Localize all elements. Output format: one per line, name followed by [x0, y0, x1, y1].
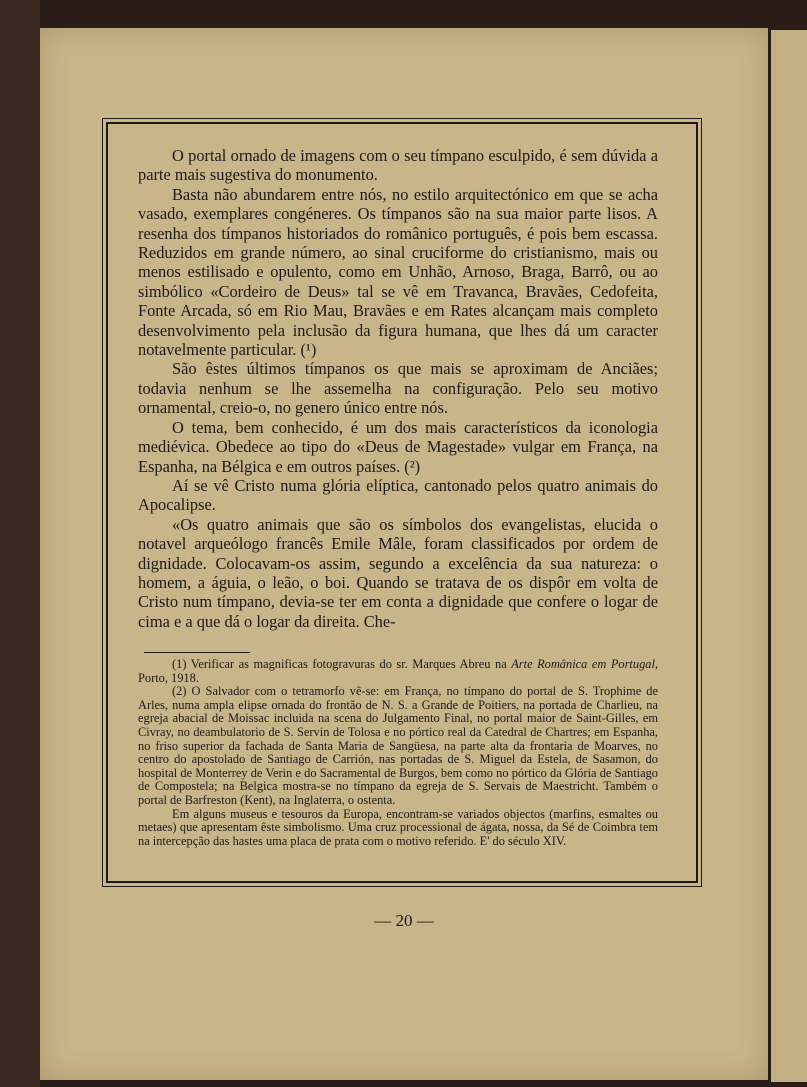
- paragraph: Aí se vê Cristo numa glória elíptica, cantonado pelos quatro animais do Apocalipse.: [138, 475, 658, 515]
- footnote-divider: [144, 652, 250, 653]
- paragraph: São êstes últimos tímpanos os que mais se aproximam de Anciães; todavia nenhum se lhe assemelha na configuração. Pelo seu motivo ornamental, creio-o, no genero único entre nós.: [138, 359, 658, 418]
- book-page: [40, 28, 768, 1080]
- footnote-1: [138, 658, 658, 685]
- footnote-1-work-title: Arte Românica em Portugal: [511, 657, 655, 671]
- paragraph: Basta não abundarem entre nós, no estilo arquitectónico em que se acha vasado, exemplares congéneres. Os tímpanos são na sua maior parte lisos. A resenha dos tímpanos historiados do românico português, é pois bem escassa. Reduzidos em grande número, ao sinal cruciforme do cristianismo, mais ou menos estilisado e opulento, como em Unhão, Arnoso, Braga, Barrô, ou ao simbólico «Cordeiro de Deus» tal se vê em Travanca, Bravães, Cedofeita, Fonte Arcada, só em Rio Mau, Bravães e em Rates alcançam mais completo desenvolvimento pela inclusão da figura humana, que lhes dá um caracter notavelmente particular. (¹): [138, 184, 658, 360]
- footnote-2: (2) O Salvador com o tetramorfo vê-se: em França, no tímpano do portal de S. Trophime de Arles, numa ampla elipse ornada do frontão de N. S. a Grande de Poitiers, na portada de Charlieu, na egreja abacial de Moissac incluida na scena do Julgamento Final, no portal maior de Saint-Gilles, em Civray, no deambulatorio de S. Servin de Tolosa e no pórtico real da Catedral de Chartres; em Espanha, no friso superior da fachada de Santa Maria de Sangüesa, na parte alta da frontaria de Moarves, no centro do apostolado de Santiago de Carrión, nas portadas de S. Miguel da Estela, de Sasamon, do hospital de Monterrey de Verin e do Sacramental de Burgos, bem como no pórtico da Glória de Santiago de Compostela; na Belgica mostra-se no tímpano da egreja de S. Servais de Maestricht. Também o portal de Barfreston (Kent), na Inglaterra, o ostenta.: [138, 684, 658, 807]
- main-text: [138, 146, 658, 631]
- facing-page-edge: [771, 30, 807, 1082]
- left-page-edge: [0, 0, 40, 1087]
- paragraph: «Os quatro animais que são os símbolos dos evangelistas, elucida o notavel arqueólogo francês Emile Mâle, foram classificados por ordem de dignidade. Colocavam-os assim, segundo a excelência da sua natureza: o homem, a águia, o leão, o boi. Quando se tratava de os dispôr em volta de Cristo num tímpano, devia-se ter em conta a dignidade que confere o logar de cima e a que dá o logar da direita. Che-: [138, 514, 658, 631]
- footnotes: [138, 658, 658, 848]
- paragraph: O tema, bem conhecido, é um dos mais característicos da iconologia mediévica. Obedece ao tipo do «Deus de Magestade» vulgar em França, na Espanha, na Bélgica e em outros países. (²): [138, 417, 658, 476]
- footnote-1-text: (1) Verificar as magnificas fotogravuras do sr. Marques Abreu na: [172, 657, 512, 671]
- page-number: — 20 —: [374, 911, 434, 930]
- paragraph: O portal ornado de imagens com o seu tímpano esculpido, é sem dúvida a parte mais sugestiva do monumento.: [138, 146, 658, 185]
- footnote-1-end: , Porto, 1918.: [138, 657, 659, 685]
- text-frame: [106, 122, 698, 883]
- footnote-2-continuation: Em alguns museus e tesouros da Europa, encontram-se variados objectos (marfins, esmaltes ou metaes) que apresentam êste simbolismo. Uma cruz processional de ágata, nossa, da Sé de Coimbra tem na intercepção das hastes uma placa de prata com o motivo referido. E' do século XIV.: [138, 806, 658, 848]
